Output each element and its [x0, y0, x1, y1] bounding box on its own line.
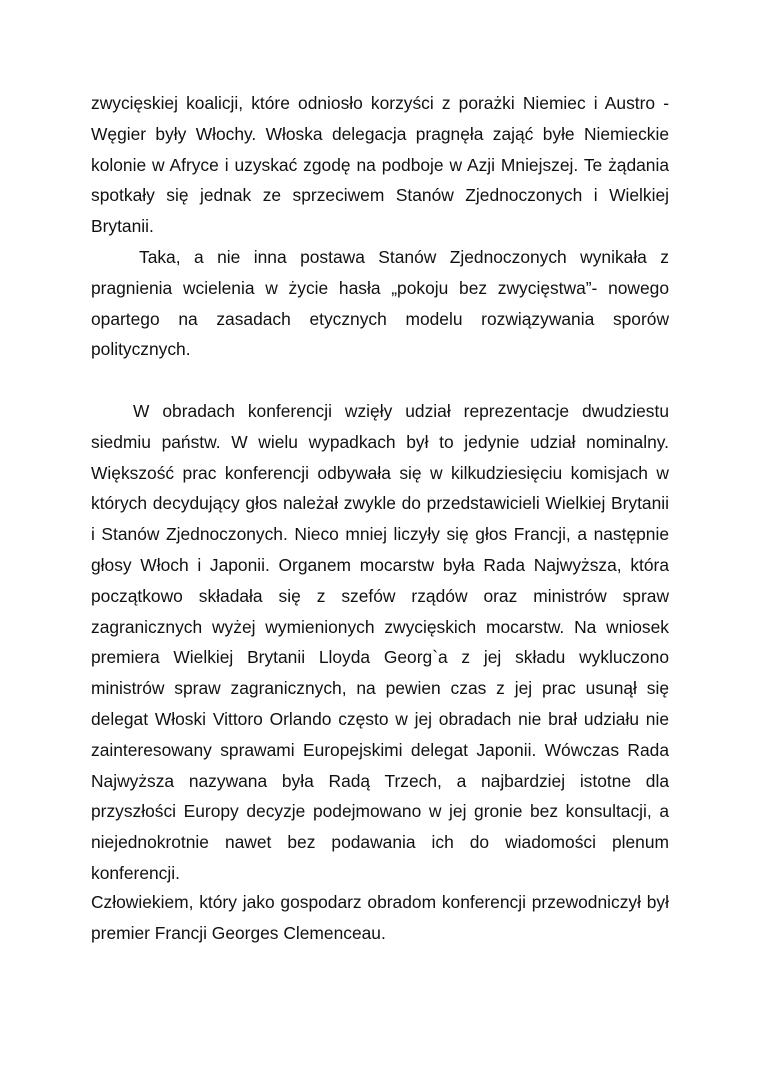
- paragraph-italian-claims: zwycięskiej koalicji, które odniosło korzyści z porażki Niemiec i Austro - Węgier były Włochy. Włoska delegacja pragnęła zająć byłe Niemieckie kolonie w Afryce i uzyskać zgodę na podboje w Azji Mniejszej. Te żądania spotkały się jednak ze sprzeciwem Stanów Zjednoczonych i Wielkiej Brytanii.: [91, 93, 669, 237]
- paragraph-conference-proceedings: W obradach konferencji wzięły udział reprezentacje dwudziestu siedmiu państw. W wielu wypadkach był to jedynie udział nominalny. Większość prac konferencji odbywała się w kilkudziesięciu komisjach w których decydujący głos należał zwykle do przedstawicieli Wielkiej Brytanii i Stanów Zjednoczonych. Nieco mniej liczyły się głos Francji, a następnie głosy Włoch i Japonii. Organem mocarstw była Rada Najwyższa, która początkowo składała się z szefów rządów oraz ministrów spraw zagranicznych wyżej wymienionych zwycięskich mocarstw. Na wniosek premiera Wielkiej Brytanii Lloyda Georg`a z jej składu wykluczono ministrów spraw zagranicznych, na pewien czas z jej prac usunął się delegat Włoski Vittoro Orlando często w jej obradach nie brał udziału nie zainteresowany sprawami Europejskimi delegat Japonii. Wówczas Rada Najwyższa nazywana była Radą Trzech, a najbardziej istotne dla przyszłości Europy decyzje podejmowano w jej gronie bez konsultacji, a niejednokrotnie nawet bez podawania ich do wiadomości plenum konferencji.: [91, 401, 669, 883]
- paragraph-conference-chairman: Człowiekiem, który jako gospodarz obradom konferencji przewodniczył był premier Francji Georges Clemenceau.: [91, 892, 669, 943]
- paragraph-us-stance: Taka, a nie inna postawa Stanów Zjednoczonych wynikała z pragnienia wcielenia w życie hasła „pokoju bez zwycięstwa”- nowego opartego na zasadach etycznych modelu rozwiązywania sporów politycznych.: [91, 247, 669, 360]
